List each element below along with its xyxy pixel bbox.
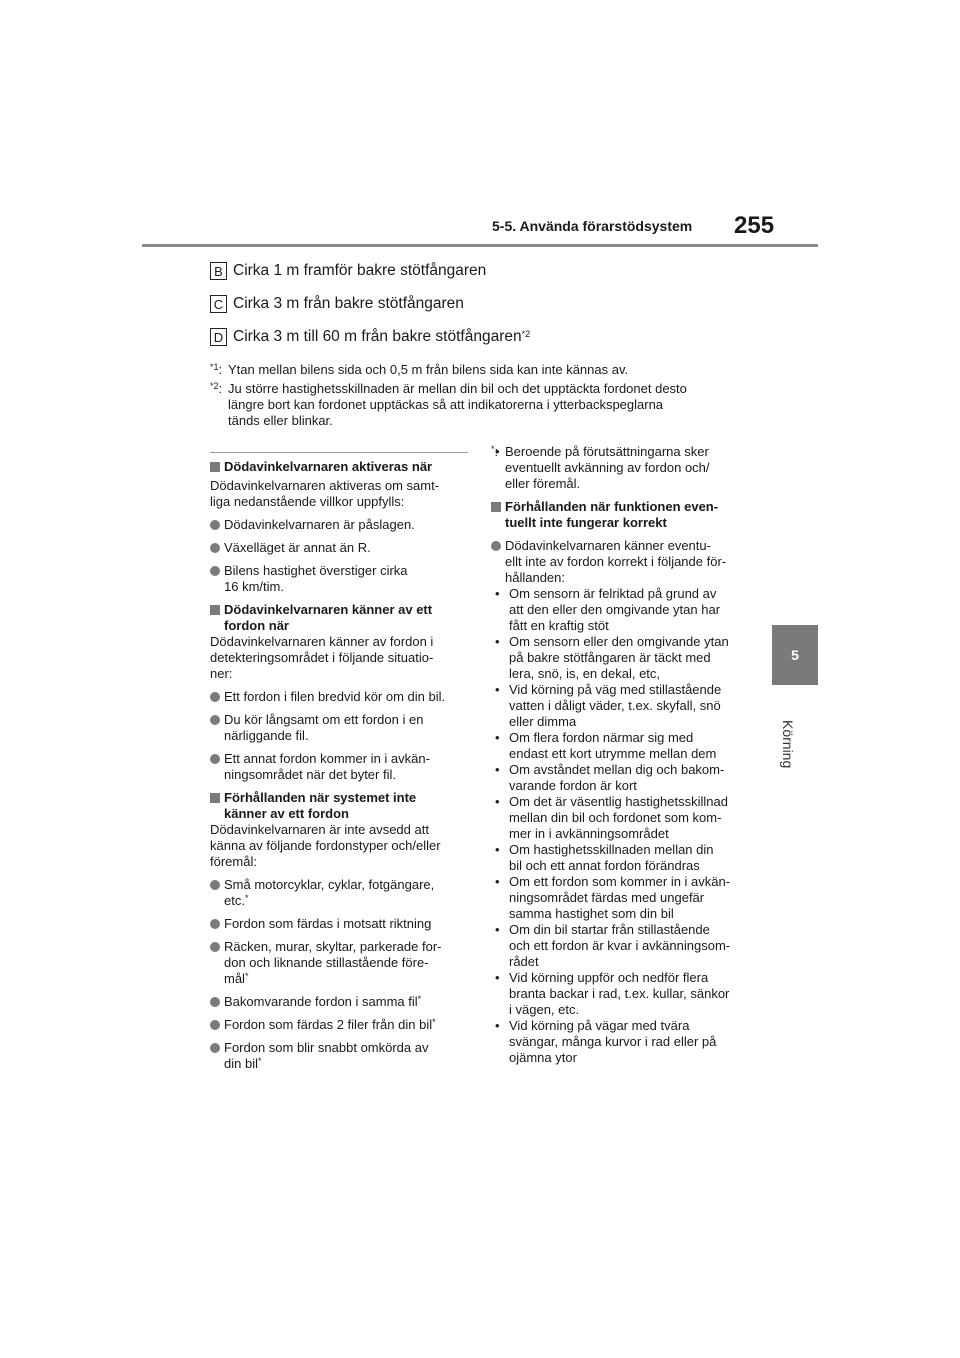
spacer bbox=[210, 987, 472, 994]
zone-letter: D bbox=[210, 328, 227, 346]
footnote-mark: $^{*1}$: bbox=[210, 362, 223, 377]
footnote-mark: $^{*2}$: bbox=[210, 381, 223, 396]
spacer bbox=[210, 932, 472, 939]
zone-item bbox=[210, 326, 530, 348]
spacer bbox=[210, 870, 472, 877]
bullet-item: Ett fordon i filen bredvid kör om din bil. bbox=[210, 689, 472, 705]
footnote-star: * bbox=[244, 893, 249, 903]
header-rule bbox=[142, 244, 818, 247]
spacer bbox=[491, 531, 761, 538]
bullet-item: Dödavinkelvarnaren känner eventu- ellt inte av fordon korrekt i följande för- hållanden: bbox=[491, 538, 761, 586]
dash-item: • Om hastighetsskillnaden mellan din bil och ett annat fordon förändras bbox=[491, 842, 761, 874]
footnote-line: tänds eller blinkar. bbox=[228, 413, 333, 428]
footnote-ref: *1 bbox=[210, 362, 219, 372]
dash-item: • Vid körning på väg med stillastående vatten i dåligt väder, t.ex. skyfall, snö eller dimma bbox=[491, 682, 761, 730]
bullet-item: Ett annat fordon kommer in i avkän- ningsområdet när det byter fil. bbox=[210, 751, 472, 783]
bullet-item: Fordon som färdas i motsatt riktning bbox=[210, 916, 472, 932]
dash-item: • Om avståndet mellan dig och bakom- varande fordon är kort bbox=[491, 762, 761, 794]
bullet-item: Bilens hastighet överstiger cirka 16 km/tim. bbox=[210, 563, 472, 595]
footnote-star: * bbox=[244, 971, 249, 981]
footnote-ref: *2 bbox=[210, 381, 219, 391]
dash-item: • Om sensorn är felriktad på grund av att den eller den omgivande ytan har fått en kraftig stöt bbox=[491, 586, 761, 634]
section-heading: Dödavinkelvarnaren aktiveras när bbox=[210, 459, 472, 475]
bullet-item: Dödavinkelvarnaren är påslagen. bbox=[210, 517, 472, 533]
section-heading: Förhållanden när funktionen even- tuellt inte fungerar korrekt bbox=[491, 499, 761, 531]
zone-text: Cirka 3 m från bakre stötfångaren bbox=[233, 295, 464, 312]
chapter-tab: 5 bbox=[772, 625, 818, 685]
dash-item: • Om ett fordon som kommer in i avkän- ningsområdet färdas med ungefär samma hastighet som din bil bbox=[491, 874, 761, 922]
spacer bbox=[491, 492, 761, 499]
spacer bbox=[210, 909, 472, 916]
bullet-item: Små motorcyklar, cyklar, fotgängare, etc.* bbox=[210, 877, 472, 909]
spacer bbox=[210, 510, 472, 517]
footnote-star: * bbox=[417, 994, 422, 1004]
bullet-item: Bakomvarande fordon i samma fil* bbox=[210, 994, 472, 1010]
zone-text: Cirka 3 m till 60 m från bakre stötfångaren bbox=[233, 328, 522, 345]
left-column bbox=[210, 459, 472, 1072]
dash-item: • Vid körning på vägar med tvära svängar, många kurvor i rad eller på ojämna ytor bbox=[491, 1018, 761, 1066]
footnote-star: * bbox=[257, 1056, 262, 1066]
zone-item bbox=[210, 293, 464, 315]
footnote-line: $^{*2}$: Ju större hastighetsskillnaden är mellan din bil och det upptäckta fordonet desto bbox=[210, 381, 687, 396]
footnote-note: • *: Beroende på förutsättningarna sker eventuellt avkänning av fordon och/ eller föremål. bbox=[491, 444, 761, 492]
footnote bbox=[210, 381, 770, 429]
zone-letter: B bbox=[210, 262, 227, 280]
dash-item: • Om sensorn eller den omgivande ytan på bakre stötfångaren är täckt med lera, snö, is, en dekal, etc, bbox=[491, 634, 761, 682]
spacer bbox=[210, 595, 472, 602]
zone-item bbox=[210, 260, 486, 282]
column-divider bbox=[210, 452, 468, 453]
footnote-ref: *2 bbox=[521, 329, 531, 339]
spacer bbox=[210, 705, 472, 712]
dash-item: • Om flera fordon närmar sig med endast ett kort utrymme mellan dem bbox=[491, 730, 761, 762]
bullet-item: Fordon som färdas 2 filer från din bil* bbox=[210, 1017, 472, 1033]
chapter-label: Körning bbox=[780, 720, 796, 769]
dash-item: • Om din bil startar från stillastående och ett fordon är kvar i avkänningsom- rådet bbox=[491, 922, 761, 970]
spacer bbox=[210, 1033, 472, 1040]
spacer bbox=[210, 533, 472, 540]
dash-item: • Vid körning uppför och nedför flera branta backar i rad, t.ex. kullar, sänkor i vägen, etc. bbox=[491, 970, 761, 1018]
bullet-item: Växelläget är annat än R. bbox=[210, 540, 472, 556]
paragraph: Dödavinkelvarnaren är inte avsedd att känna av följande fordonstyper och/eller föremål: bbox=[210, 822, 441, 869]
page-number: 255 bbox=[734, 212, 775, 239]
spacer bbox=[210, 682, 472, 689]
zone-text: Cirka 1 m framför bakre stötfångaren bbox=[233, 262, 487, 279]
footnote-ref: * bbox=[491, 444, 495, 454]
spacer bbox=[210, 744, 472, 751]
zone-letter: C bbox=[210, 295, 227, 313]
section-heading: Förhållanden när systemet inte känner av ett fordon bbox=[210, 790, 472, 822]
footnote-star: * bbox=[432, 1017, 436, 1027]
footnote-line: $^{*1}$: Ytan mellan bilens sida och 0,5 m från bilens sida kan inte kännas av. bbox=[210, 362, 629, 377]
footnote-line: längre bort kan fordonet upptäckas så att indikatorerna i ytterbackspeglarna bbox=[228, 397, 664, 412]
spacer bbox=[210, 1010, 472, 1017]
bullet-item: Fordon som blir snabbt omkörda av din bil* bbox=[210, 1040, 472, 1072]
dash-item: • Om det är väsentlig hastighetsskillnad mellan din bil och fordonet som kom- mer in i avkänningsområdet bbox=[491, 794, 761, 842]
bullet-item: Du kör långsamt om ett fordon i en närliggande fil. bbox=[210, 712, 472, 744]
right-column bbox=[491, 444, 761, 1066]
section-title: 5-5. Använda förarstödsystem bbox=[492, 218, 693, 234]
footnote bbox=[210, 362, 770, 378]
section-heading: Dödavinkelvarnaren känner av ett fordon när bbox=[210, 602, 472, 634]
paragraph: Dödavinkelvarnaren aktiveras om samt- liga nedanstående villkor uppfylls: bbox=[210, 478, 440, 509]
footnote-mark: • *: bbox=[491, 444, 499, 459]
paragraph: Dödavinkelvarnaren känner av fordon i detekteringsområdet i följande situatio- ner: bbox=[210, 634, 434, 681]
spacer bbox=[210, 783, 472, 790]
bullet-item: Räcken, murar, skyltar, parkerade for- don och liknande stillastående före- mål* bbox=[210, 939, 472, 987]
spacer bbox=[210, 556, 472, 563]
